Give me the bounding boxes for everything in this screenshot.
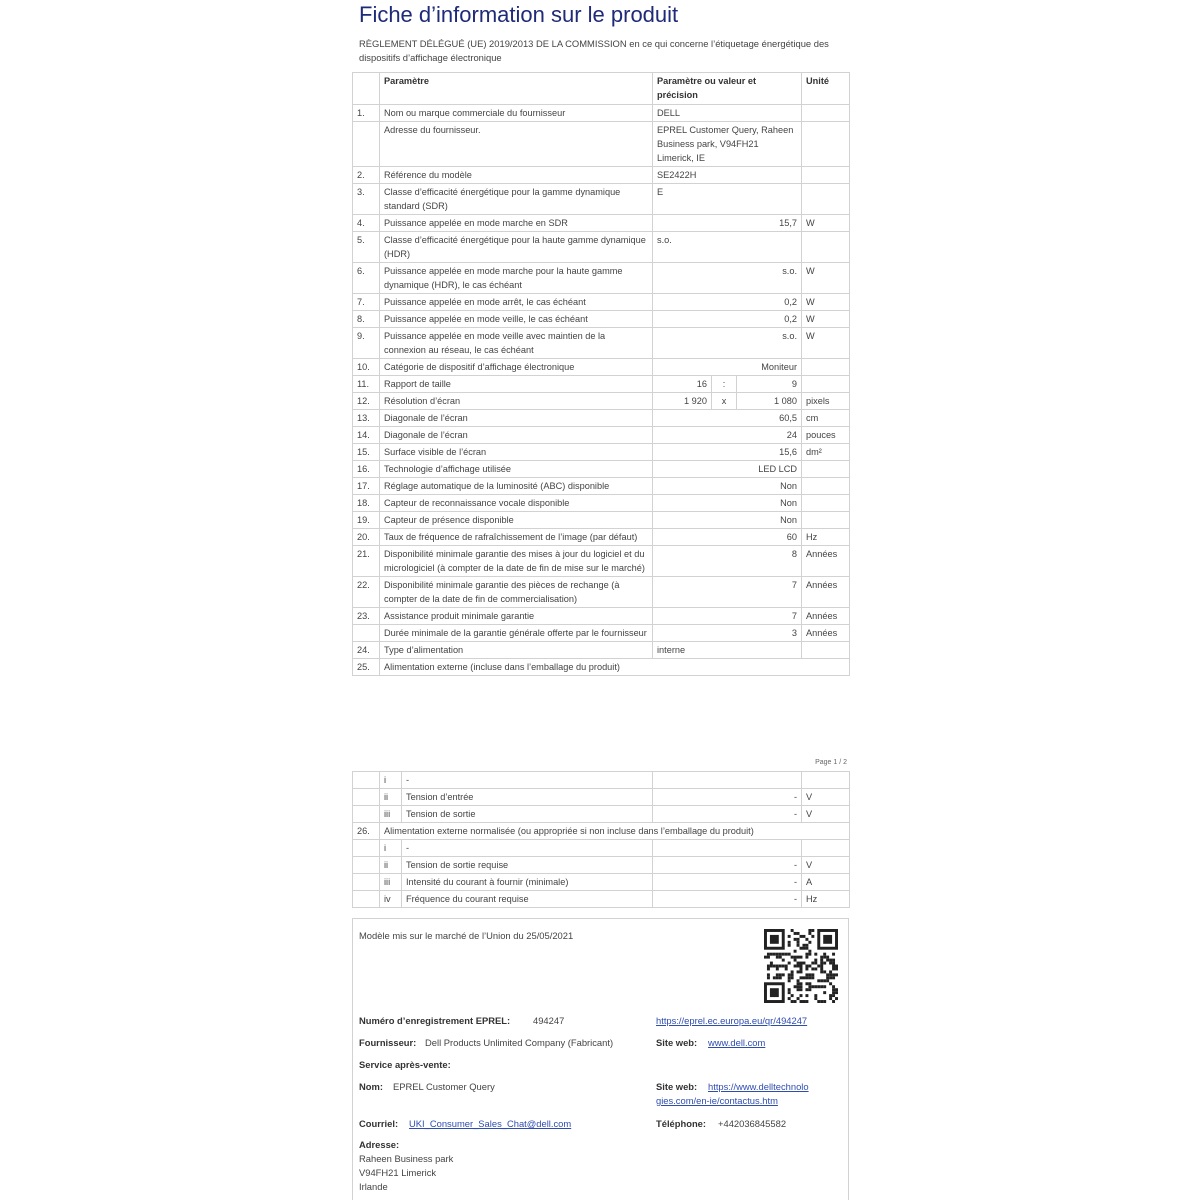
table-row — [353, 294, 850, 311]
row-unit — [802, 359, 850, 376]
table-row — [353, 167, 850, 184]
row-unit: V — [802, 857, 850, 874]
row-parameter: Alimentation externe normalisée (ou appropriée si non incluse dans l’emballage du produit) — [380, 823, 850, 840]
row-parameter: Assistance produit minimale garantie — [380, 608, 653, 625]
placed-on-market-text: Modèle mis sur le marché de l’Union du 25/05/2021 — [359, 930, 574, 941]
row-parameter: Capteur de présence disponible — [380, 512, 653, 529]
row-value: 3 — [653, 625, 802, 642]
row-index: 22. — [353, 577, 380, 608]
row-index: 7. — [353, 294, 380, 311]
row-parameter: Résolution d’écran — [380, 393, 653, 410]
row-unit — [802, 840, 850, 857]
address-line-1: Raheen Business park — [359, 1153, 454, 1164]
row-index — [353, 122, 380, 167]
row-value: 8 — [653, 546, 802, 577]
table-row — [353, 427, 850, 444]
row-unit — [802, 461, 850, 478]
row-parameter: Diagonale de l’écran — [380, 410, 653, 427]
row-unit: V — [802, 806, 850, 823]
table-row — [353, 546, 850, 577]
row-unit — [802, 512, 850, 529]
table-row — [353, 891, 850, 908]
row-parameter: Disponibilité minimale garantie des pièces de rechange (à compter de la date de fin de commercialisation) — [380, 577, 653, 608]
row-index — [353, 789, 380, 806]
row-value: - — [653, 857, 802, 874]
address-line-3: Irlande — [359, 1181, 388, 1192]
row-parameter: Technologie d’affichage utilisée — [380, 461, 653, 478]
row-unit — [802, 772, 850, 789]
table-row — [353, 874, 850, 891]
product-info-sheet — [352, 0, 849, 1200]
row-unit: W — [802, 215, 850, 232]
table-row — [353, 105, 850, 122]
row-index — [353, 840, 380, 857]
supplier-value: Dell Products Unlimited Company (Fabricant) — [425, 1037, 614, 1048]
row-subindex: iv — [380, 891, 402, 908]
table-row — [353, 215, 850, 232]
row-unit: Hz — [802, 529, 850, 546]
row-value: s.o. — [653, 263, 802, 294]
row-parameter: Puissance appelée en mode veille, le cas échéant — [380, 311, 653, 328]
table-row — [353, 823, 850, 840]
row-parameter: Classe d’efficacité énergétique pour la gamme dynamique standard (SDR) — [380, 184, 653, 215]
name-value: EPREL Customer Query — [393, 1081, 495, 1092]
row-index: 25. — [353, 659, 380, 676]
row-parameter: Classe d’efficacité énergétique pour la haute gamme dynamique (HDR) — [380, 232, 653, 263]
row-value: s.o. — [653, 328, 802, 359]
row-index — [353, 625, 380, 642]
table-row — [353, 376, 850, 393]
registration-value: 494247 — [533, 1015, 565, 1026]
row-parameter: Intensité du courant à fournir (minimale) — [402, 874, 653, 891]
row-unit: W — [802, 263, 850, 294]
row-unit — [802, 105, 850, 122]
row-value: 7 — [653, 577, 802, 608]
table-row — [353, 625, 850, 642]
row-unit: W — [802, 294, 850, 311]
row-index: 19. — [353, 512, 380, 529]
row-index: 18. — [353, 495, 380, 512]
row-unit: cm — [802, 410, 850, 427]
row-index — [353, 772, 380, 789]
table-row — [353, 806, 850, 823]
website-link[interactable]: www.dell.com — [708, 1037, 766, 1048]
row-value: 0,2 — [653, 294, 802, 311]
row-index: 11. — [353, 376, 380, 393]
service-website-link-line2[interactable]: gies.com/en-ie/contactus.htm — [656, 1095, 778, 1106]
row-subindex: i — [380, 772, 402, 789]
row-subindex: i — [380, 840, 402, 857]
table-row — [353, 184, 850, 215]
row-value: SE2422H — [653, 167, 802, 184]
row-unit: Hz — [802, 891, 850, 908]
row-parameter: Nom ou marque commerciale du fournisseur — [380, 105, 653, 122]
row-index: 13. — [353, 410, 380, 427]
row-index: 15. — [353, 444, 380, 461]
row-value: - — [653, 789, 802, 806]
row-parameter: Rapport de taille — [380, 376, 653, 393]
row-value: 0,2 — [653, 311, 802, 328]
row-index — [353, 891, 380, 908]
row-parameter: Adresse du fournisseur. — [380, 122, 653, 167]
row-unit — [802, 642, 850, 659]
row-unit — [802, 167, 850, 184]
row-unit: pixels — [802, 393, 850, 410]
row-value — [653, 772, 802, 789]
row-parameter: Tension de sortie — [402, 806, 653, 823]
row-value: 15,6 — [653, 444, 802, 461]
supplier-label: Fournisseur: — [359, 1037, 417, 1048]
row-parameter: Puissance appelée en mode arrêt, le cas échéant — [380, 294, 653, 311]
row-unit — [802, 495, 850, 512]
row-parameter: Disponibilité minimale garantie des mises à jour du logiciel et du micrologiciel (à compter de la date de fin de mise sur le marché) — [380, 546, 653, 577]
table-row — [353, 410, 850, 427]
power-supply-table — [352, 771, 850, 908]
phone-label: Téléphone: — [656, 1118, 707, 1129]
table-row — [353, 512, 850, 529]
row-parameter: Surface visible de l’écran — [380, 444, 653, 461]
row-value-separator: : — [712, 376, 737, 393]
row-unit: pouces — [802, 427, 850, 444]
row-value: DELL — [653, 105, 802, 122]
address-label: Adresse: — [359, 1139, 400, 1150]
row-parameter: Diagonale de l’écran — [380, 427, 653, 444]
address-line-2: V94FH21 Limerick — [359, 1167, 437, 1178]
row-index: 12. — [353, 393, 380, 410]
table-row — [353, 359, 850, 376]
row-value: 7 — [653, 608, 802, 625]
row-value: EPREL Customer Query, Raheen Business park, V94FH21 Limerick, IE — [653, 122, 802, 167]
row-parameter: Tension d’entrée — [402, 789, 653, 806]
row-value-part-2: 1 080 — [737, 393, 802, 410]
registration-label: Numéro d’enregistrement EPREL: — [359, 1015, 511, 1026]
row-index: 24. — [353, 642, 380, 659]
table-row — [353, 642, 850, 659]
row-value: Non — [653, 478, 802, 495]
row-value: - — [653, 806, 802, 823]
phone-value: +442036845582 — [718, 1118, 787, 1129]
row-value-separator: x — [712, 393, 737, 410]
header-unit: Unité — [802, 73, 850, 105]
service-website-link-line1[interactable]: https://www.delltechnolo — [708, 1081, 809, 1092]
table-row — [353, 857, 850, 874]
table-row — [353, 577, 850, 608]
row-index: 21. — [353, 546, 380, 577]
regulation-subtitle: RÈGLEMENT DÉLÉGUÉ (UE) 2019/2013 DE LA COMMISSION en ce qui concerne l’étiquetage énergétique des dispositifs d’affichage électronique — [359, 38, 829, 63]
row-value: Non — [653, 512, 802, 529]
row-value: interne — [653, 642, 802, 659]
website-label: Site web: — [656, 1037, 698, 1048]
row-value: 60 — [653, 529, 802, 546]
row-parameter: Type d’alimentation — [380, 642, 653, 659]
row-parameter: Alimentation externe (incluse dans l’emballage du produit) — [380, 659, 850, 676]
row-unit: Années — [802, 608, 850, 625]
table-row — [353, 529, 850, 546]
row-subindex: iii — [380, 806, 402, 823]
row-unit: A — [802, 874, 850, 891]
table-row — [353, 840, 850, 857]
row-subindex: ii — [380, 789, 402, 806]
row-index: 23. — [353, 608, 380, 625]
page-number: Page 1 / 2 — [815, 759, 847, 766]
row-index: 5. — [353, 232, 380, 263]
header-parameter: Paramètre — [380, 73, 653, 105]
table-row — [353, 461, 850, 478]
table-row — [353, 789, 850, 806]
row-value: - — [653, 891, 802, 908]
table-row — [353, 122, 850, 167]
row-index: 8. — [353, 311, 380, 328]
row-unit: dm² — [802, 444, 850, 461]
row-index: 1. — [353, 105, 380, 122]
row-value: Moniteur — [653, 359, 802, 376]
eprel-footer — [352, 918, 849, 1200]
row-index: 6. — [353, 263, 380, 294]
header-value: Paramètre ou valeur et précision — [653, 73, 802, 105]
parameter-table — [352, 72, 850, 676]
row-unit — [802, 232, 850, 263]
mail-label: Courriel: — [359, 1118, 399, 1129]
row-value: LED LCD — [653, 461, 802, 478]
table-row — [353, 495, 850, 512]
table-row — [353, 232, 850, 263]
row-unit — [802, 122, 850, 167]
row-index: 26. — [353, 823, 380, 840]
row-index: 16. — [353, 461, 380, 478]
row-index — [353, 806, 380, 823]
row-parameter: Réglage automatique de la luminosité (ABC) disponible — [380, 478, 653, 495]
table-row — [353, 393, 850, 410]
row-parameter: Catégorie de dispositif d’affichage électronique — [380, 359, 653, 376]
row-value: 24 — [653, 427, 802, 444]
table-row — [353, 608, 850, 625]
row-index: 17. — [353, 478, 380, 495]
row-parameter: Capteur de reconnaissance vocale disponible — [380, 495, 653, 512]
table-row — [353, 444, 850, 461]
row-unit: W — [802, 328, 850, 359]
row-parameter: - — [402, 772, 653, 789]
row-value — [653, 840, 802, 857]
row-value: 60,5 — [653, 410, 802, 427]
row-parameter: Tension de sortie requise — [402, 857, 653, 874]
row-value: s.o. — [653, 232, 802, 263]
row-index: 14. — [353, 427, 380, 444]
service-label: Service après-vente: — [359, 1059, 451, 1070]
row-unit: W — [802, 311, 850, 328]
table-row — [353, 772, 850, 789]
table-row — [353, 478, 850, 495]
table-row — [353, 311, 850, 328]
row-parameter: Fréquence du courant requise — [402, 891, 653, 908]
row-index — [353, 874, 380, 891]
row-index: 20. — [353, 529, 380, 546]
table-row — [353, 263, 850, 294]
row-index: 4. — [353, 215, 380, 232]
row-parameter: Puissance appelée en mode veille avec maintien de la connexion au réseau, le cas échéant — [380, 328, 653, 359]
row-unit — [802, 376, 850, 393]
row-parameter: Puissance appelée en mode marche pour la haute gamme dynamique (HDR), le cas échéant — [380, 263, 653, 294]
row-index: 3. — [353, 184, 380, 215]
name-label: Nom: — [359, 1081, 383, 1092]
row-parameter: Taux de fréquence de rafraîchissement de l’image (par défaut) — [380, 529, 653, 546]
row-index: 10. — [353, 359, 380, 376]
qr-code-icon[interactable] — [764, 929, 838, 1003]
row-value-part-2: 9 — [737, 376, 802, 393]
page-title: Fiche d’information sur le produit — [359, 2, 679, 27]
row-parameter: Durée minimale de la garantie générale offerte par le fournisseur — [380, 625, 653, 642]
row-value-part-1: 1 920 — [653, 393, 712, 410]
row-value: - — [653, 874, 802, 891]
row-unit: Années — [802, 625, 850, 642]
row-parameter: - — [402, 840, 653, 857]
service-website-label: Site web: — [656, 1081, 698, 1092]
row-unit: Années — [802, 577, 850, 608]
table-row — [353, 659, 850, 676]
row-index: 2. — [353, 167, 380, 184]
row-unit — [802, 478, 850, 495]
mail-link[interactable]: UKI_Consumer_Sales_Chat@dell.com — [409, 1118, 572, 1129]
table-row — [353, 328, 850, 359]
header-index — [353, 73, 380, 105]
row-parameter: Puissance appelée en mode marche en SDR — [380, 215, 653, 232]
row-index: 9. — [353, 328, 380, 359]
row-value-part-1: 16 — [653, 376, 712, 393]
row-value: Non — [653, 495, 802, 512]
row-value: 15,7 — [653, 215, 802, 232]
row-unit: V — [802, 789, 850, 806]
row-unit: Années — [802, 546, 850, 577]
row-subindex: ii — [380, 857, 402, 874]
row-subindex: iii — [380, 874, 402, 891]
eprel-link[interactable]: https://eprel.ec.europa.eu/qr/494247 — [656, 1015, 808, 1026]
row-parameter: Référence du modèle — [380, 167, 653, 184]
row-value: E — [653, 184, 802, 215]
row-unit — [802, 184, 850, 215]
row-index — [353, 857, 380, 874]
